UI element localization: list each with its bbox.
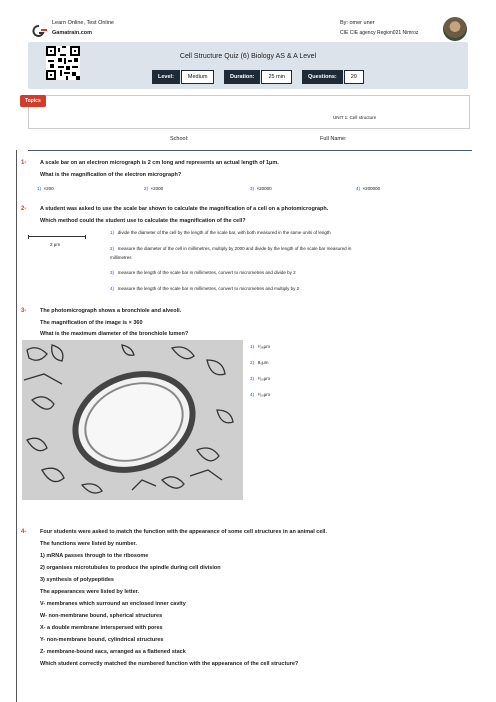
questions-pill [302, 70, 364, 84]
author-name: By: omer uner [340, 20, 375, 26]
answer-option[interactable] [250, 376, 270, 381]
question-number: 3- [21, 308, 27, 314]
school-field[interactable]: School: [170, 136, 189, 142]
question-number: 2- [21, 206, 27, 212]
answer-option[interactable] [250, 186, 272, 191]
question-text: 1) mRNA passes through to the ribosome [40, 553, 149, 559]
questions-value: 20 [344, 70, 364, 84]
option-text: ×200000 [362, 186, 381, 191]
question-text: W- non-membrane bound, spherical structures [40, 613, 163, 619]
answer-option[interactable] [356, 186, 380, 191]
option-number: 4) [356, 186, 361, 191]
divider [28, 150, 472, 151]
exam-region: CIE CIE agency Region021 Nimroz [340, 30, 419, 36]
option-text: ×200 [43, 186, 54, 191]
answer-option[interactable] [250, 360, 269, 365]
option-text: ¹⁄₅₀μm [257, 392, 271, 397]
site-link[interactable]: Gamatrain.com [52, 30, 93, 36]
duration-pill [224, 70, 292, 84]
answer-option[interactable] [250, 392, 270, 397]
unit-label: UNIT 1: Cell structure [333, 115, 377, 120]
topics-tag: Topics [20, 95, 46, 107]
level-value: Medium [181, 70, 215, 84]
question-text: Which student correctly matched the numbered function with the appearance of the cell structure? [40, 661, 299, 667]
question-text: X- a double membrane interspersed with pores [40, 625, 163, 631]
gamatrain-logo-icon [30, 24, 48, 38]
answer-option[interactable] [110, 270, 470, 275]
questions-label: Questions: [302, 70, 343, 84]
question-text: The photomicrograph shows a bronchiole and alveoli. [40, 308, 182, 314]
left-rule [16, 150, 17, 702]
level-pill [152, 70, 214, 84]
avatar [443, 17, 467, 41]
answer-option[interactable] [144, 186, 163, 191]
option-text: 8₀μm [257, 360, 269, 365]
bronchiole-photomicrograph [22, 340, 243, 500]
question-text: The functions were listed by number. [40, 541, 137, 547]
option-number: 2) [144, 186, 149, 191]
option-number: 4) [110, 286, 115, 291]
level-label: Level: [152, 70, 180, 84]
option-text: ×2000 [150, 186, 164, 191]
option-text: ¹⁄₅₀μm [257, 376, 271, 381]
option-number: 2) [250, 360, 255, 365]
option-text: measure the diameter of the cell in millimetres, multiply by 2000 and divide by the length of the scale bar measured in [117, 246, 352, 251]
question-text: Four students were asked to match the function with the appearance of some cell structures in an animal cell. [40, 529, 327, 535]
option-number: 3) [250, 376, 255, 381]
question-text: What is the maximum diameter of the bronchiole lumen? [40, 331, 189, 337]
option-number: 3) [250, 186, 255, 191]
option-text: ¹⁄₃₆μm [257, 344, 271, 349]
question-text: 2) organises microtubules to produce the spindle during cell division [40, 565, 221, 571]
option-number: 1) [250, 344, 255, 349]
option-number: 1) [37, 186, 42, 191]
question-text: Which method could the student use to calculate the magnification of the cell? [40, 218, 246, 224]
option-number: 3) [110, 270, 115, 275]
question-text: 3) synthesis of polypeptides [40, 577, 114, 583]
answer-option[interactable] [110, 286, 470, 291]
question-text: What is the magnification of the electron micrograph? [40, 172, 182, 178]
qr-code-icon [46, 46, 80, 80]
quiz-title: Cell Structure Quiz (6) Biology AS & A Level [179, 53, 317, 60]
option-number: 4) [250, 392, 255, 397]
question-text: Z- membrane-bound sacs, arranged as a flattened stack [40, 649, 186, 655]
duration-label: Duration: [224, 70, 260, 84]
option-number: 2) [110, 246, 115, 251]
question-number: 4- [21, 529, 27, 535]
topics-box [28, 95, 470, 129]
question-text: A scale bar on an electron micrograph is 2 cm long and represents an actual length of 1μm. [40, 160, 279, 166]
option-text: divide the diameter of the cell by the length of the scale bar, with both measured in the same units of length [117, 230, 331, 235]
answer-option[interactable] [37, 186, 54, 191]
duration-value: 25 min [261, 70, 292, 84]
question-text: The appearances were listed by letter. [40, 589, 140, 595]
option-text: measure the length of the scale bar in millimetres, convert to micrometres and divide by 2 [117, 270, 296, 275]
question-text: V- membranes which surround an enclosed inner cavity [40, 601, 186, 607]
question-text: The magnification of the image is × 360 [40, 320, 143, 326]
answer-option[interactable] [110, 246, 470, 251]
answer-option[interactable] [250, 344, 270, 349]
answer-option[interactable] [110, 230, 470, 235]
scale-bar [28, 235, 86, 239]
option-text: measure the length of the scale bar in millimetres, convert to micrometres and multiply by 2 [117, 286, 300, 291]
option-number: 1) [110, 230, 115, 235]
full-name-field[interactable]: Full Name: [320, 136, 347, 142]
question-text: Y- non-membrane bound, cylindrical structures [40, 637, 164, 643]
question-number: 1- [21, 160, 27, 166]
site-tagline: Learn Online, Test Online [52, 20, 114, 26]
option-text: ×20000 [256, 186, 272, 191]
scale-bar-label: 2 μm [50, 242, 61, 247]
option-text-continued: millimetres [110, 255, 132, 260]
question-text: A student was asked to use the scale bar shown to calculate the magnification of a cell on a photomicrograph. [40, 206, 329, 212]
